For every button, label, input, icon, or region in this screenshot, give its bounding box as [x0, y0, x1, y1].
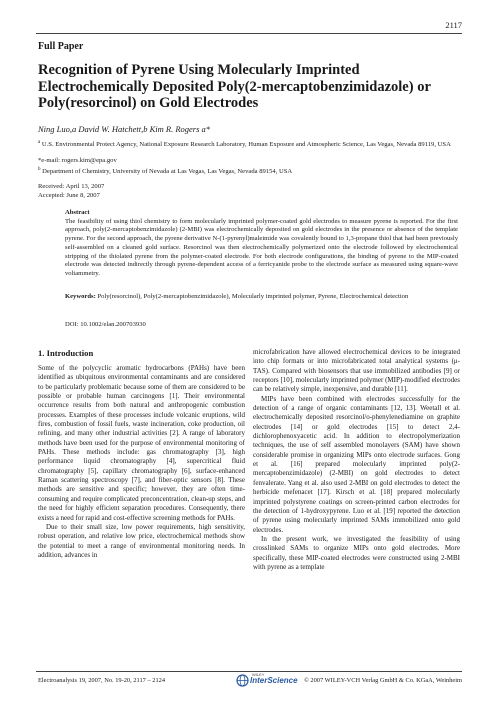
journal-citation: Electroanalysis 19, 2007, No. 19-20, 2117 – 2124 [38, 677, 166, 684]
affiliation-b [38, 166, 458, 177]
doi: DOI: 10.1002/elan.200703930 [65, 321, 146, 328]
keywords [65, 293, 458, 302]
corresponding-email [38, 157, 458, 166]
affiliation-mark: a [38, 140, 41, 145]
affiliation-mark: b [38, 167, 41, 172]
paragraph: In the present work, we investigated the feasibility of using crosslinked SAMs to organize MIPs onto gold electrodes. More specifically, these MIP-coated electrodes were constructed using 2-MBI with pyrene as a template [253, 534, 460, 571]
copyright-notice: © 2007 WILEY-VCH Verlag GmbH & Co. KGaA, Weinheim [303, 677, 462, 684]
received-date: Received: April 13, 2007 [38, 183, 105, 190]
abstract [65, 209, 458, 279]
left-column [38, 364, 245, 560]
top-rule [36, 33, 462, 34]
keywords-text: Poly(resorcinol), Poly(2-mercaptobenzimidazole), Molecularly imprinted polymer, Pyrene, Electrochemical detection [97, 293, 409, 300]
author-line: Ning Luo,a David W. Hatchett,b Kim R. Rogers a* [38, 124, 211, 134]
abstract-label: Abstract [65, 209, 90, 216]
article-dates [38, 183, 104, 201]
paragraph: Some of the polycyclic aromatic hydrocarbons (PAHs) have been identified as ubiquitous environmental contaminants and are considered to be particularly problematic because some of them are considered to be possible or probable human carcinogens [1]. Their environmental occurrence results from both natural and anthropogenic combustion processes. Examples of these processes include volcanic eruptions, wild fires, combustion of fossil fuels, waste incineration, coke production, oil refining, and many other industrial activities [2]. A range of laboratory methods have been used for the purpose of environmental monitoring of PAHs. These methods include: gas chromatography [3], high performance liquid chromatography [4], supercritical fluid chromatography [5], capillary chromatography [6], surface-enhanced Raman scattering spectroscopy [7], and fiber-optic sensors [8]. These methods are sensitive and specific; however, they are often time-consuming and require complicated preconcentration, clean-up steps, and the need for highly efficient separation procedures. Consequently, there exists a need for rapid and cost-effective screening methods for PAHs. [38, 364, 245, 522]
paragraph: MIPs have been combined with electrodes successfully for the detection of a range of organic contaminants [12, 13]. Weetall et al. electrochemically deposited resorcinol/o-phenylenediamine on graphite electrodes [14] or gold electrodes [15] to detect 2,4-dichlorophenoxyacetic acid. In addition to electropolymerization techniques, the use of self assembled monolayers (SAM) have shown considerable promise in organizing MIPs onto electrode surfaces. Gong et al. [16] prepared molecularly imprinted poly(2-mercaptobenzimidazole) (2-MBI) on gold electrodes to detect fenvalerate. Yang et al. also used 2-MBI on gold electrodes to detect the herbicide mefenacet [17]. Kirsch et al. [18] prepared molecularly imprinted polystyrene coatings on screen-printed carbon electrodes for the detection of 1-hydroxypyrene. Luo et al. [19] reported the detection of pyrene using molecularly imprinted SAMs immobilized onto gold electrodes. [253, 394, 460, 534]
email-text: *e-mail: rogers.kim@epa.gov [38, 157, 117, 164]
abstract-text: The feasibility of using thiol chemistry to form molecularly imprinted polymer-coated gold electrodes to measure pyrene is reported. For the first approach, poly(2-mercaptobenzimidazole) (2-MBI) was electrochemically deposited on gold electrodes in the presence or absence of the template pyrene. For the second approach, the pyrene derivative N-(1-pyrenyl)maleimide was covalently bound to 1,3-propane thiol that had been previously self-assembled on a cleaned gold surface. Resorcinol was then electrochemically polymerized onto the electrode followed by electrochemical stripping of the thiolated pyrene from the polymer-coated electrode. For both electrode configurations, the binding of pyrene to the MIP-coated electrode was detected indirectly through pyrene-dependent access of a ferricyanide probe to the electrode surface as measured using square-wave voltammetry. [65, 217, 458, 277]
section-heading-introduction: 1. Introduction [38, 348, 94, 358]
author-list [38, 124, 210, 134]
logo-main-text: InterScience [250, 676, 298, 685]
right-column [253, 348, 460, 572]
paragraph: microfabrication have allowed electrochemical devices to be integrated into chip formats or into microfabricated total analytical systems (μ-TAS). Compared with biosensors that use immobilized antibodies [9] or receptors [10], molecularly imprinted polymer (MIP)-modified electrodes can be relatively simple, inexpensive, and durable [11]. [253, 348, 460, 394]
keywords-label: Keywords: [65, 293, 96, 300]
page-number: 2117 [445, 20, 462, 30]
globe-icon [236, 674, 249, 687]
paragraph: Due to their small size, low power requirements, high sensitivity, robust operation, and relative low price, electrochemical methods show the potential to meet a range of environmental monitoring needs. In addition, advances in [38, 522, 245, 559]
article-title: Recognition of Pyrene Using Molecularly Imprinted Electrochemically Deposited Poly(2-mercaptobenzimidazole) or Poly(resorcinol) on Gold Electrodes [38, 62, 431, 111]
affiliation-a [38, 139, 458, 150]
interscience-logo [236, 672, 298, 688]
affiliation-text: U.S. Environmental Protect Agency, National Exposure Research Laboratory, Human Exposure and Atmospheric Science, Las Vegas, Nevada 89119, USA [41, 141, 451, 149]
logo-small-text: WILEY [252, 672, 265, 677]
affiliation-text: Department of Chemistry, University of Nevada at Las Vegas, Las Vegas, Nevada 89154, USA [42, 168, 293, 176]
accepted-date: Accepted: June 8, 2007 [38, 191, 100, 199]
section-label: Full Paper [38, 41, 84, 52]
